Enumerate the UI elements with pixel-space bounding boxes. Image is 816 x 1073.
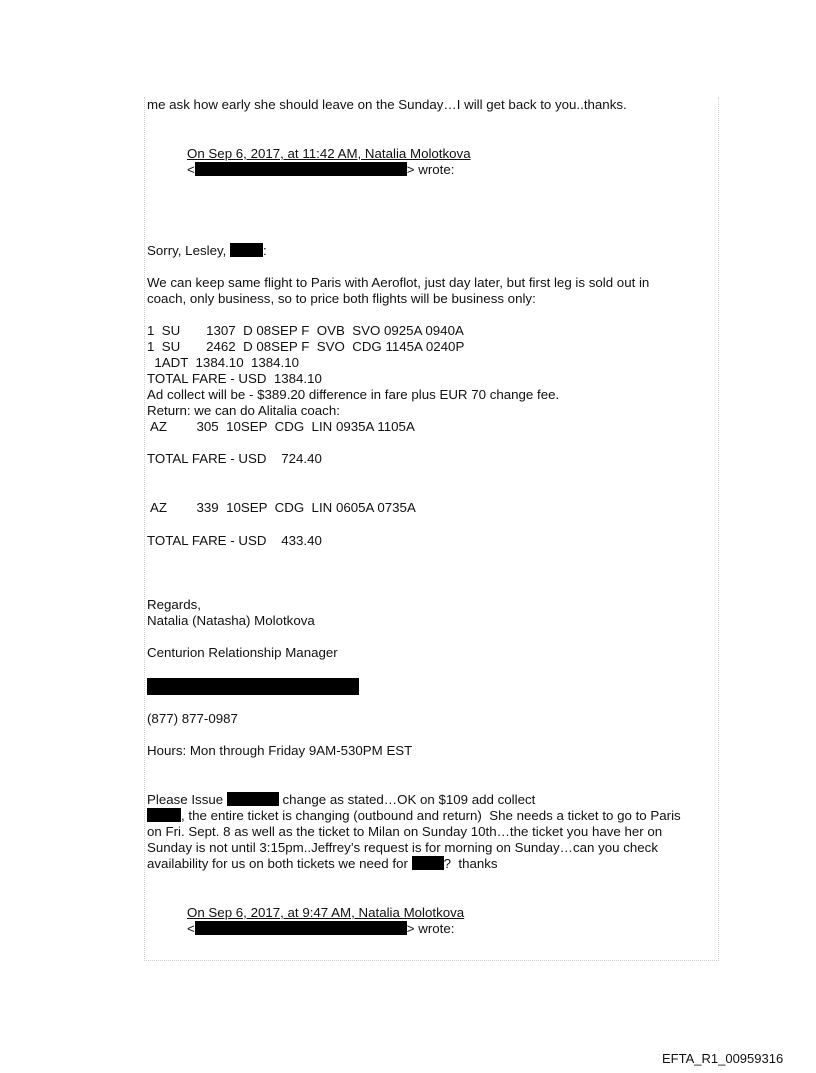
- email-line: availability for us on both tickets we need for ? thanks: [147, 856, 498, 871]
- email-line: Return: we can do Alitalia coach:: [147, 403, 340, 418]
- email-line: me ask how early she should leave on the Sunday…I will get back to you..thanks.: [147, 97, 627, 112]
- total-fare: TOTAL FARE - USD 1384.10: [147, 371, 322, 386]
- flight-line: AZ 339 10SEP CDG LIN 0605A 0735A: [147, 500, 416, 515]
- signature-title: Centurion Relationship Manager: [147, 645, 338, 660]
- email-line: coach, only business, so to price both flights will be business only:: [147, 291, 536, 306]
- redaction-block: [227, 792, 279, 806]
- flight-line: 1 SU 1307 D 08SEP F OVB SVO 0925A 0940A: [147, 323, 464, 338]
- total-fare: TOTAL FARE - USD 433.40: [147, 533, 322, 548]
- redaction-block: [195, 162, 407, 176]
- redaction-block: [147, 678, 359, 695]
- flight-line: AZ 305 10SEP CDG LIN 0935A 1105A: [147, 419, 415, 434]
- redaction-block: [230, 243, 263, 257]
- greeting: Sorry, Lesley, :: [147, 243, 267, 258]
- redaction-block: [195, 921, 407, 935]
- fare-line: 1ADT 1384.10 1384.10: [147, 355, 300, 370]
- redaction-block: [412, 856, 444, 870]
- signature-name: Natalia (Natasha) Molotkova: [147, 613, 315, 628]
- quote-header-1: On Sep 6, 2017, at 11:42 AM, Natalia Molotkova: [187, 146, 471, 161]
- email-line: on Fri. Sept. 8 as well as the ticket to Milan on Sunday 10th…the ticket you have her on: [147, 824, 663, 839]
- document-id: EFTA_R1_00959316: [662, 1051, 784, 1066]
- signoff: Regards,: [147, 597, 201, 612]
- email-line: We can keep same flight to Paris with Aeroflot, just day later, but first leg is sold out in: [147, 275, 650, 290]
- email-line: , the entire ticket is changing (outbound and return) She needs a ticket to go to Paris: [147, 808, 681, 824]
- quote-sender-2: < > wrote:: [187, 921, 455, 936]
- redaction-block: [147, 808, 181, 822]
- signature-redacted: [147, 678, 359, 697]
- flight-line: 1 SU 2462 D 08SEP F SVO CDG 1145A 0240P: [147, 339, 465, 354]
- email-line: Sunday is not until 3:15pm..Jeffrey’s request is for morning on Sunday…can you check: [147, 840, 658, 855]
- email-line: Please Issue change as stated…OK on $109 add collect: [147, 792, 536, 807]
- signature-phone: (877) 877-0987: [147, 711, 238, 726]
- signature-hours: Hours: Mon through Friday 9AM-530PM EST: [147, 743, 413, 758]
- quote-sender-1: < > wrote:: [187, 162, 455, 177]
- email-line: Ad collect will be - $389.20 difference in fare plus EUR 70 change fee.: [147, 387, 560, 402]
- total-fare: TOTAL FARE - USD 724.40: [147, 451, 322, 466]
- quote-header-2: On Sep 6, 2017, at 9:47 AM, Natalia Molotkova: [187, 905, 465, 920]
